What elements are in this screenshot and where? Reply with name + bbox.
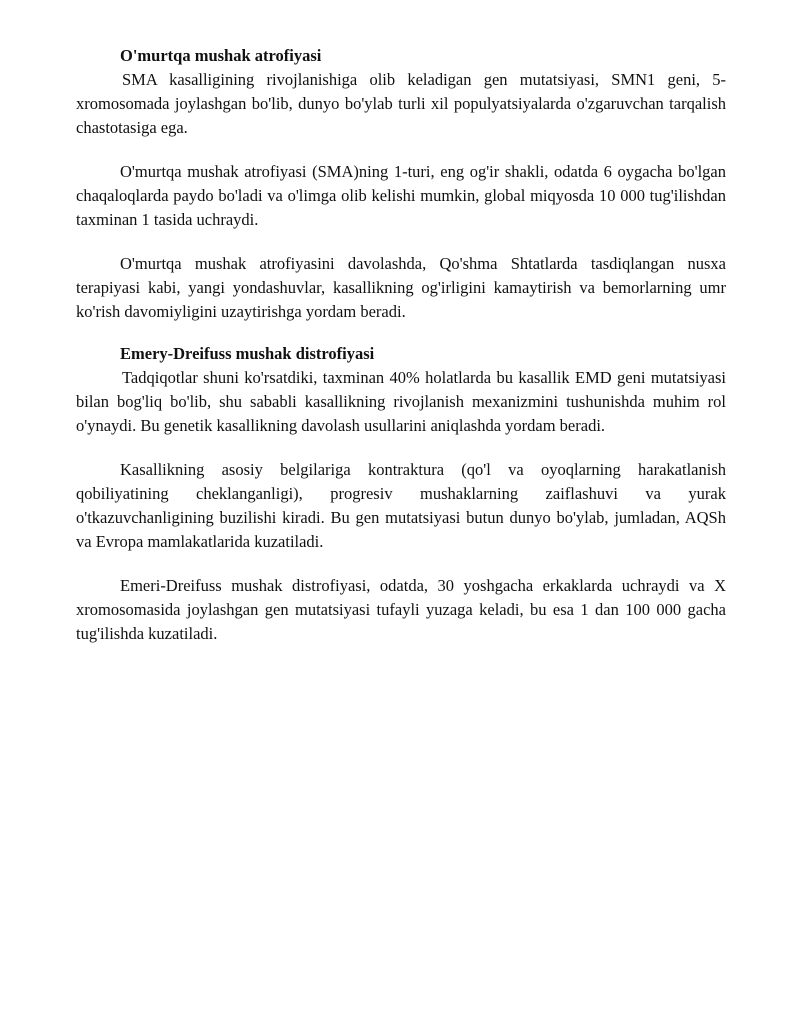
section-heading: O'murtqa mushak atrofiyasi xyxy=(120,46,322,65)
paragraph: O'murtqa mushak atrofiyasi (SMA)ning 1-turi, eng og'ir shakli, odatda 6 oygacha bo'lgan chaqaloqlarda paydo bo'ladi va o'limga olib kelishi mumkin, global miqyosda 10 000 tug'ilishdan taxminan 1 tasida uchraydi. xyxy=(76,162,726,229)
document-page xyxy=(76,44,726,646)
paragraph-gap xyxy=(76,140,726,160)
section-heading: Emery-Dreifuss mushak distrofiyasi xyxy=(120,344,375,363)
paragraph: SMA kasalligining rivojlanishiga olib keladigan gen mutatsiyasi, SMN1 geni, 5-xromosomada joylashgan bo'lib, dunyo bo'ylab turli xil populyatsiyalarda o'zgaruvchan tarqalish chastotasiga ega. xyxy=(76,70,726,137)
paragraph: Emeri-Dreifuss mushak distrofiyasi, odatda, 30 yoshgacha erkaklarda uchraydi va X xromosomasida joylashgan gen mutatsiyasi tufayli yuzaga keladi, bu esa 1 dan 100 000 gacha tug'ilishda kuzatiladi. xyxy=(76,576,726,643)
paragraph: Kasallikning asosiy belgilariga kontraktura (qo'l va oyoqlarning harakatlanish qobiliyatining cheklanganligi), progresiv mushaklarning zaiflashuvi va yurak o'tkazuvchanligining buzilishi kiradi. Bu gen mutatsiyasi butun dunyo bo'ylab, jumladan, AQSh va Evropa mamlakatlarida kuzatiladi. xyxy=(76,460,726,551)
section-gap xyxy=(76,324,726,342)
section-emery-dreifuss xyxy=(76,342,726,646)
section-sma xyxy=(76,44,726,324)
paragraph: O'murtqa mushak atrofiyasini davolashda, Qo'shma Shtatlarda tasdiqlangan nusxa terapiyasi kabi, yangi yondashuvlar, kasallikning og'irligini kamaytirish va bemorlarning umr ko'rish davomiyligini uzaytirishga yordam beradi. xyxy=(76,254,726,321)
paragraph-gap xyxy=(76,438,726,458)
paragraph-gap xyxy=(76,232,726,252)
paragraph-gap xyxy=(76,554,726,574)
paragraph: Tadqiqotlar shuni ko'rsatdiki, taxminan 40% holatlarda bu kasallik EMD geni mutatsiyasi bilan bog'liq bo'lib, shu sababli kasallikning rivojlanish mexanizmini tushunishda muhim rol o'ynaydi. Bu genetik kasallikning davolash usullarini aniqlashda yordam beradi. xyxy=(76,368,726,435)
